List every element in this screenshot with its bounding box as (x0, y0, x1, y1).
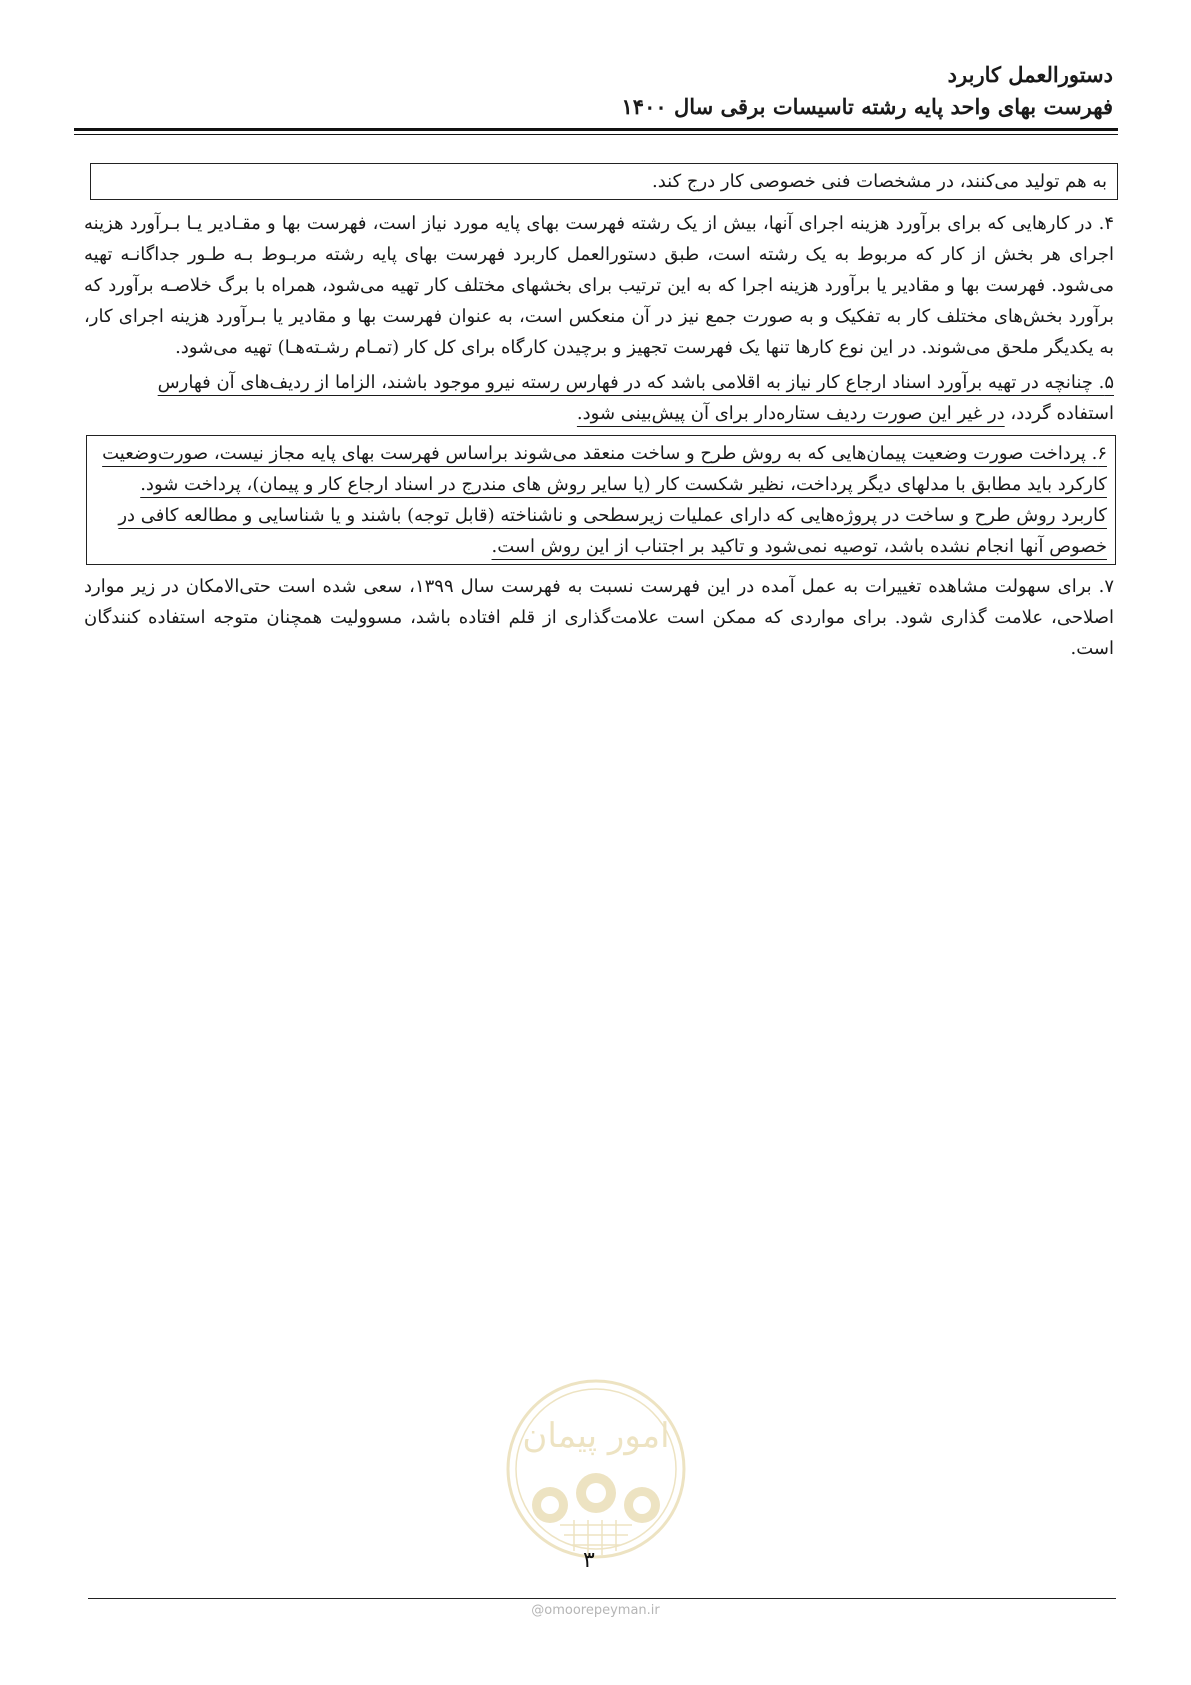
item-7-paragraph: ۷. برای سهولت مشاهده تغییرات به عمل آمده در این فهرست نسبت به فهرست سال ۱۳۹۹، سعی شده است حتی‌الامکان در زیر موارد اصلاحی، علامت گذاری شود. برای مواردی که ممکن است علامت‌گذاری از قلم افتاده باشد، مسوولیت همچنان متوجه استفاده کنندگان است. (84, 576, 1114, 659)
item-6-line-3: کاربرد روش طرح و ساخت در پروژه‌هایی که دارای عملیات زیرسطحی و ناشناخته (قابل توجه) باشند و یا شناسایی و مطالعه کافی در (118, 505, 1107, 526)
watermark-logo-text: امور پیمان (522, 1416, 670, 1456)
page-number: ۳ (583, 1548, 595, 1573)
item-5-line-1: ۵. چنانچه در تهیه برآورد اسناد ارجاع کار نیاز به اقلامی باشد که در فهارس رسته نیرو موجود باشند، الزاما از ردیف‌های آن فهارس (157, 372, 1114, 393)
item-5-line-2-plain: استفاده گردد، (1004, 403, 1114, 424)
page-header (622, 60, 1113, 124)
boxed-continuation-text: به هم تولید می‌کنند، در مشخصات فنی خصوصی کار درج کند. (90, 163, 1118, 200)
header-title: دستورالعمل کاربرد (947, 62, 1113, 87)
item-6-line-1: ۶. پرداخت صورت وضعیت پیمان‌هایی که به روش طرح و ساخت منعقد می‌شوند براساس فهرست بهای پایه مجاز نیست، صورت‌وضعیت (102, 443, 1107, 464)
document-body (84, 163, 1114, 664)
item-6-line-2: کارکرد باید مطابق با مدلهای دیگر پرداخت، نظیر شکست کار (یا سایر روش های مندرج در اسناد ارجاع کار و پیمان)، پرداخت شود. (140, 474, 1107, 495)
footer-rule (88, 1598, 1116, 1599)
item-6-box (86, 435, 1116, 565)
watermark-logo (502, 1375, 690, 1563)
item-6-line-4: خصوص آنها انجام نشده باشد، توصیه نمی‌شود و تاکید بر اجتناب از این روش است. (491, 536, 1107, 557)
item-5-paragraph (84, 367, 1114, 429)
header-rule-thin (74, 134, 1118, 135)
item-6-paragraph (93, 438, 1107, 562)
item-4-paragraph: ۴. در کارهایی که برای برآورد هزینه اجرای آنها، بیش از یک رشته فهرست بهای پایه مورد نیاز است، فهرست بها و مقـادیر یـا بـرآورد هزینه اجرای هر بخش از کار که مربوط به یک رشته است، طبق دستورالعمل کاربرد فهرست بهای پایه رشته مربـوط بـه طـور جداگانـه تهیه می‌شود. فهرست بها و مقادیر یا برآورد هزینه اجرا که به این ترتیب برای بخشهای مختلف کار تهیه می‌شود، همراه با برگ خلاصـه برآورد که برآورد بخش‌های مختلف کار به تفکیک و به صورت جمع نیز در آن منعکس است، به عنوان فهرست بها و مقادیر یا بـرآورد هزینه اجرای کار، به یکدیگر ملحق می‌شوند. در این نوع کارها تنها یک فهرست تجهیز و برچیدن کارگاه برای کل کار (تمـام رشـته‌هـا) تهیه می‌شود. (84, 213, 1114, 358)
header-subtitle: فهرست بهای واحد پایه رشته تاسیسات برقی سال ۱۴۰۰ (621, 94, 1113, 119)
item-5-line-2-underlined: در غیر این صورت ردیف ستاره‌دار برای آن پیش‌بینی شود. (576, 403, 1005, 424)
watermark-site: @omoorepeyman.ir (531, 1603, 660, 1618)
header-rule-thick (74, 128, 1118, 131)
